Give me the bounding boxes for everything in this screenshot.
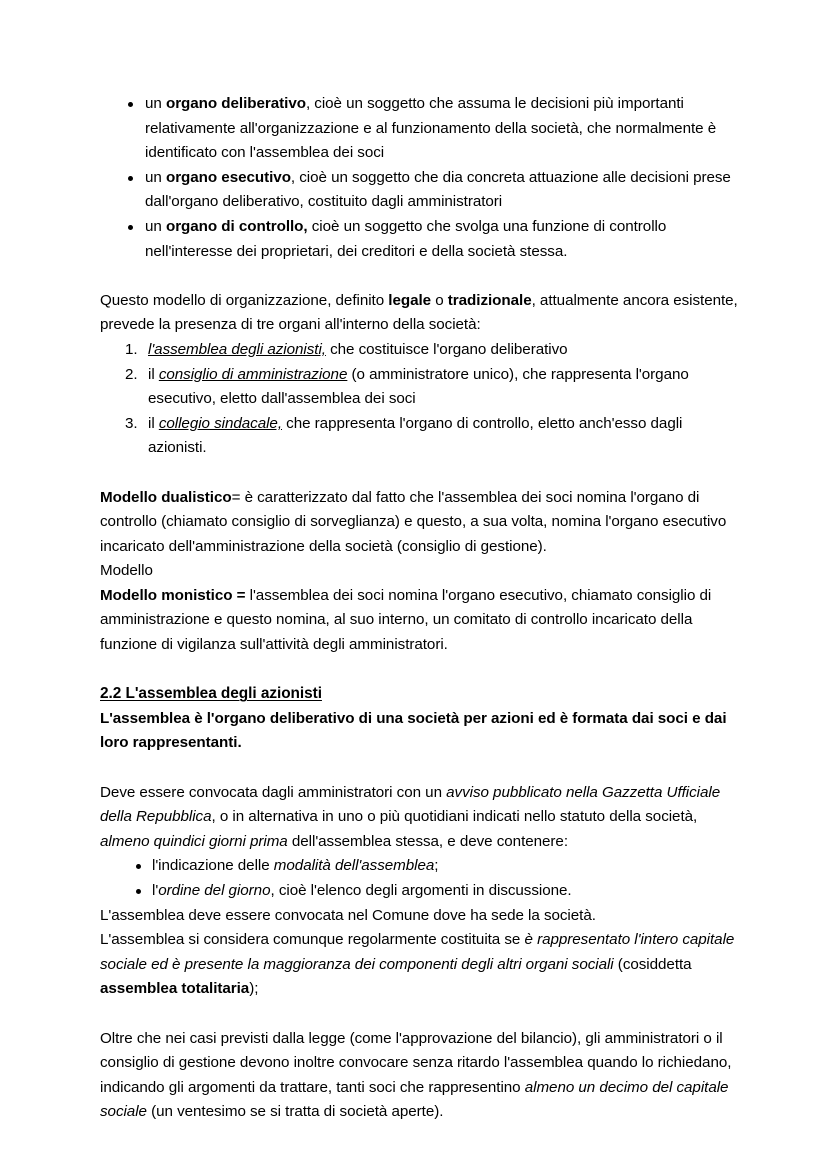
bullet-text-post: cioè un soggetto che svolga una funzione di controllo nell'interesse dei proprietari, dei creditori e della società stessa. [145, 217, 667, 260]
bullet-text-post: , cioè un soggetto che assuma le decisioni più importanti relativamente all'organizzazione e al funzionamento della società, che normalmente è identificato con l'assemblea dei soci [145, 95, 717, 162]
list-item [100, 363, 738, 412]
modello-orphan-line: Modello [100, 562, 153, 580]
paragraph-spacer [100, 658, 738, 683]
list-item [100, 854, 738, 879]
text-part: Oltre che nei casi previsti dalla legge (come l'approvazione del bilancio), gli amministratori o il consiglio di gestione devono inoltre convocare senza ritardo l'assemblea quando lo richiedano, indicando gli argomenti da trattare, tanti soci che rappresentino [100, 1029, 732, 1096]
list-item [100, 92, 738, 166]
organi-bullet-list [100, 92, 738, 264]
bullet-text-post: , cioè un soggetto che dia concreta attuazione alle decisioni prese dall'organo deliberativo, costituito dagli amministratori [145, 168, 731, 211]
list-item [100, 166, 738, 215]
bullet-text-italic: ordine del giorno [158, 882, 271, 899]
term-bold: Modello monistico = [100, 586, 250, 604]
text-part: Questo modello di organizzazione, definito [100, 291, 389, 309]
modello-dualistico-paragraph [100, 486, 738, 560]
text-part: l'assemblea dei soci nomina l'organo esecutivo, chiamato consiglio di amministrazione e questo nomina, al suo interno, un comitato di controllo incaricato della funzione di vigilanza sull'attività degli amministratori. [100, 586, 712, 654]
paragraph-spacer [100, 1002, 738, 1027]
tre-organi-numbered-list [100, 338, 738, 461]
list-item [100, 412, 738, 461]
term-bold: assemblea totalitaria [100, 980, 250, 998]
bullet-text-bold: organo esecutivo [165, 168, 291, 186]
bullet-text-pre: un [145, 168, 166, 186]
document-body [100, 92, 738, 1125]
text-part: (un ventesimo se si tratta di società aperte). [146, 1103, 444, 1121]
text-bold: tradizionale [447, 291, 532, 309]
text-part: , o in alternativa in uno o più quotidiani indicati nello statuto della società, [211, 808, 698, 826]
paragraph-spacer [100, 264, 738, 289]
item-underlined-italic: consiglio di amministrazione [158, 365, 348, 383]
comune-line: L'assemblea deve essere convocata nel Comune dove ha sede la società. [100, 906, 596, 924]
item-text-pre: il [148, 365, 159, 383]
assemblea-lead-paragraph: L'assemblea è l'organo deliberativo di una società per azioni ed è formata dai soci e dai loro rappresentanti. [100, 709, 727, 752]
text-part: ); [249, 980, 259, 998]
modello-legale-paragraph [100, 289, 738, 338]
bullet-text-italic: modalità dell'assemblea [273, 857, 435, 875]
term-bold: Modello dualistico [100, 488, 232, 506]
bullet-text-pre: un [145, 217, 166, 235]
item-underlined-italic: collegio sindacale, [158, 414, 282, 432]
oltre-che-paragraph [100, 1027, 738, 1125]
list-item [100, 215, 738, 264]
list-item [100, 879, 738, 904]
item-underlined-italic: l'assemblea degli azionisti, [148, 340, 326, 358]
bullet-text-post: ; [434, 857, 439, 875]
convocazione-paragraph [100, 781, 738, 855]
text-italic: avviso pubblicato nella Gazzetta Ufficiale della Repubblica [100, 783, 721, 826]
text-part: o [431, 291, 448, 309]
paragraph-spacer [100, 756, 738, 781]
page-title: 2.2 L'assemblea degli azionisti [100, 685, 322, 703]
paragraph-spacer [100, 461, 738, 486]
text-italic: almeno un decimo del capitale sociale [100, 1078, 729, 1121]
bullet-text-post: , cioè l'elenco degli argomenti in discussione. [270, 882, 572, 899]
section-heading-wrap [100, 682, 738, 707]
text-italic: almeno quindici giorni prima [100, 832, 288, 850]
assemblea-totalitaria-paragraph [100, 928, 738, 1002]
item-text: che rappresenta l'organo di controllo, eletto anch'esso dagli azionisti. [148, 414, 683, 457]
text-part: (cosiddetta [613, 955, 692, 973]
item-text: (o amministratore unico), che rappresenta l'organo esecutivo, eletto dall'assemblea dei soci [148, 365, 689, 408]
text-part: , attualmente ancora esistente, prevede la presenza di tre organi all'interno della società: [100, 291, 738, 334]
modello-monistico-paragraph [100, 584, 738, 658]
item-text-pre: il [148, 414, 159, 432]
bullet-text-bold: organo deliberativo [165, 95, 306, 112]
bullet-text-pre: l' [152, 882, 159, 899]
text-italic: è rappresentato l'intero capitale sociale ed è presente la maggioranza dei componenti degli altri organi sociali [100, 931, 735, 973]
bullet-text-pre: un [145, 95, 166, 112]
bullet-text-pre: l'indicazione delle [152, 857, 274, 875]
bullet-text-bold: organo di controllo, [165, 217, 308, 235]
item-text: che costituisce l'organo deliberativo [325, 340, 568, 358]
list-item [100, 338, 738, 363]
text-part: = è caratterizzato dal fatto che l'assemblea dei soci nomina l'organo di controllo (chiamato consiglio di sorveglianza) e questo, a sua volta, nomina l'organo esecutivo incaricato dell'amministrazione della società (consiglio di gestione). [100, 488, 727, 555]
text-bold: legale [388, 291, 432, 309]
contenuto-bullet-list [100, 854, 738, 903]
text-part: dell'assemblea stessa, e deve contenere: [287, 832, 569, 850]
text-part: Deve essere convocata dagli amministratori con un [100, 783, 447, 801]
text-part: L'assemblea si considera comunque regolarmente costituita se [100, 931, 525, 949]
